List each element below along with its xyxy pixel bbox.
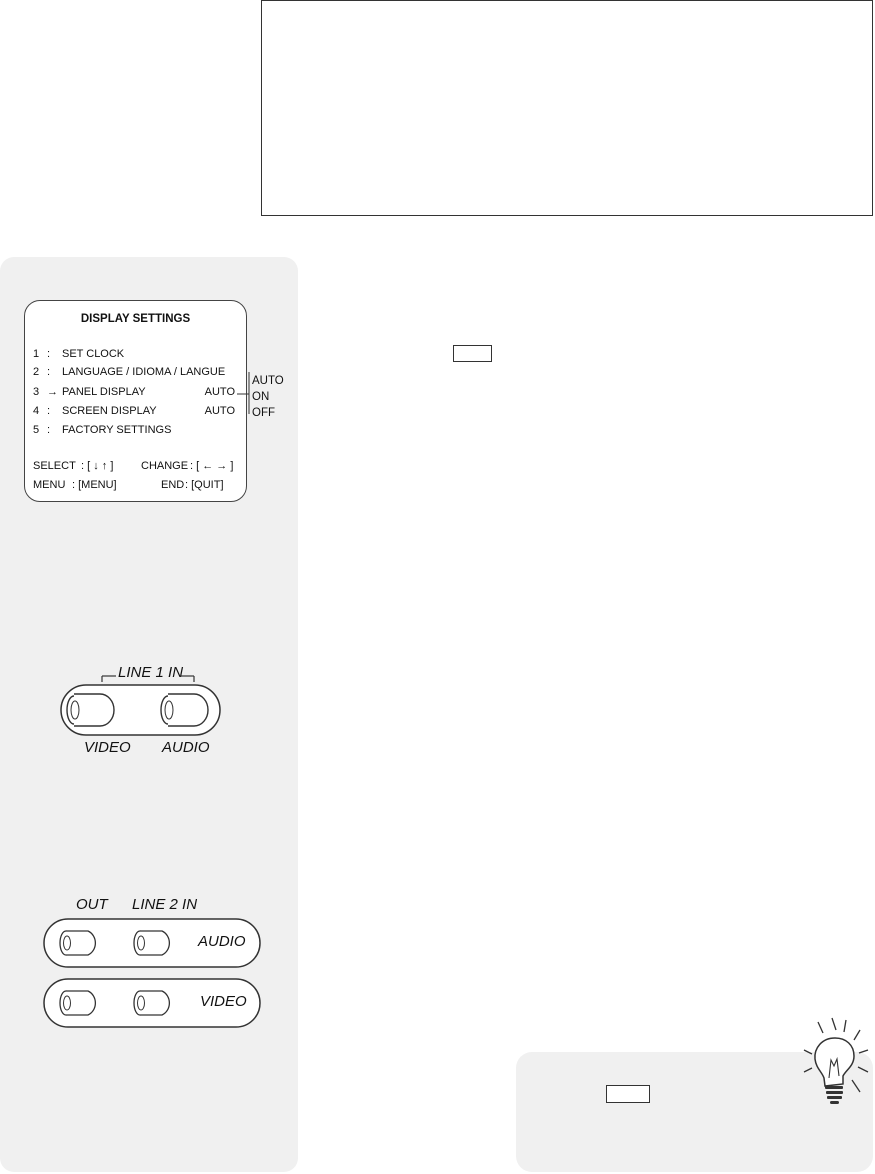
line1-video-label: VIDEO [84,739,131,756]
select-hint-label: SELECT [33,460,76,472]
line1-audio-label: AUDIO [162,739,210,756]
menu-item-number: 5 [33,424,40,436]
tip-remote-key-symbol [606,1085,650,1103]
menu-item-number: 3 [33,386,40,398]
end-hint-key: : [QUIT] [185,479,224,491]
menu-item-language: LANGUAGE / IDIOMA / LANGUE [62,366,226,378]
menu-item-separator: : [47,405,51,417]
menu-item-cursor-arrow: → [47,386,58,398]
rca-jack-icon [67,694,114,726]
menu-item-number: 2 [33,366,40,378]
rca-jack-icon [134,991,169,1015]
menu-item-number: 4 [33,405,40,417]
line1-jack-panel [58,664,228,748]
menu-item-set-clock: SET CLOCK [62,348,125,360]
option-on: ON [252,391,270,403]
select-hint-key: : [ ↓ ↑ ] [81,460,114,472]
rca-jack-icon [60,991,95,1015]
panel-display-options [252,373,284,421]
menu-item-value: AUTO [204,386,235,398]
menu-hint-key: : [MENU] [72,479,117,491]
menu-item-separator: : [47,366,51,378]
line2-in-label: LINE 2 IN [132,896,198,913]
menu-item-screen-display: SCREEN DISPLAY [62,405,157,417]
rca-jack-icon [60,931,95,955]
top-text-frame [261,0,873,216]
menu-item-factory-settings: FACTORY SETTINGS [62,424,172,436]
rca-jack-icon [161,694,208,726]
menu-item-separator: : [47,424,51,436]
line2-out-label: OUT [76,896,108,913]
menu-item-value: AUTO [204,405,235,417]
menu-item-panel-display: PANEL DISPLAY [62,386,146,398]
lightbulb-icon [798,1016,874,1108]
change-hint-key: : [ ← → ] [190,460,234,472]
line2-video-label: VIDEO [200,993,247,1010]
option-auto: AUTO [252,375,284,387]
menu-item-separator: : [47,348,51,360]
end-hint-label: END [161,479,185,491]
rca-jack-icon [134,931,169,955]
line1-in-label: LINE 1 IN [118,664,184,681]
menu-hint-label: MENU [33,479,66,491]
menu-title: DISPLAY SETTINGS [80,313,191,325]
menu-item-number: 1 [33,348,40,360]
change-hint-label: CHANGE [141,460,189,472]
display-settings-menu [24,300,247,502]
option-off: OFF [252,407,275,419]
remote-key-symbol [453,345,492,362]
line2-audio-label: AUDIO [198,933,246,950]
